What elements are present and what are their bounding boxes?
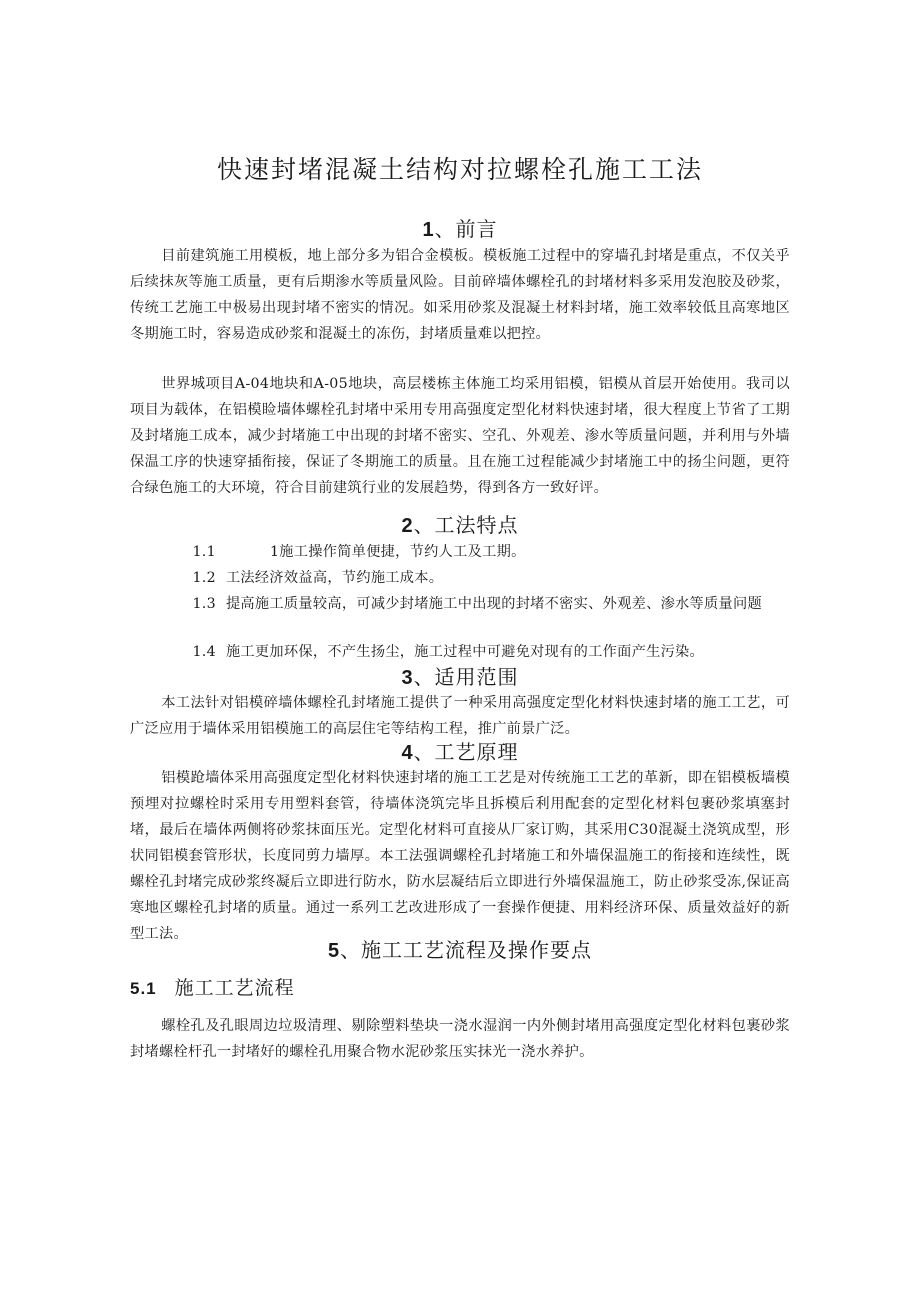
feature-item-text: 施工更加环保，不产生扬尘，施工过程中可避免对现有的工作面产生污染。	[225, 644, 705, 660]
section-number: 5	[327, 940, 341, 962]
feature-item	[130, 539, 790, 565]
subsection-number: 5.1	[130, 979, 157, 998]
section-heading-3	[0, 663, 920, 692]
section-title: 、工法特点	[413, 513, 519, 537]
feature-item-text: 提高施工质量较高，可减少封堵施工中出现的封堵不密实、外观差、渗水等质量问题	[225, 596, 762, 612]
section-title: 、前言	[434, 217, 498, 241]
section-heading-5	[0, 936, 920, 965]
feature-item-number: 1.4	[192, 644, 216, 660]
feature-item-text: 1施工操作简单便捷，节约人工及工期。	[269, 544, 526, 560]
paragraph-intro-1: 目前建筑施工用模板，地上部分多为铝合金模板。模板施工过程中的穿墙孔封堵是重点，不仅关乎后续抹灰等施工质量，更有后期渗水等质量风险。目前碎墙体螺栓孔的封堵材料多采用发泡胶及砂浆，传统工艺施工中极易出现封堵不密实的情况。如采用砂浆及混凝土材料封堵，施工效率较低且高寒地区冬期施工时，容易造成砂浆和混凝土的冻伤，封堵质量难以把控。	[130, 248, 790, 342]
document-title: 快速封堵混凝土结构对拉螺栓孔施工工法	[216, 155, 703, 184]
feature-item	[130, 591, 790, 617]
section-title: 、施工工艺流程及操作要点	[340, 938, 593, 962]
section-title: 、适用范围	[413, 665, 519, 689]
section-heading-2	[0, 511, 920, 540]
paragraph-scope: 本工法针对铝模碎墙体螺栓孔封堵施工提供了一种采用高强度定型化材料快速封堵的施工工艺，可广泛应用于墙体采用铝模施工的高层住宅等结构工程，推广前景广泛。	[130, 695, 790, 737]
section-heading-4	[0, 738, 920, 767]
feature-item-number: 1.3	[192, 596, 216, 612]
feature-item	[130, 639, 790, 665]
feature-item-number: 1.1	[192, 544, 216, 560]
subsection-heading-5-1	[130, 974, 295, 1003]
section-heading-1	[0, 215, 920, 244]
section-number: 4	[401, 742, 414, 764]
subsection-title: 施工工艺流程	[174, 977, 295, 999]
feature-item	[130, 565, 790, 591]
paragraph-principle: 铝模跄墙体采用高强度定型化材料快速封堵的施工工艺是对传统施工工艺的革新，即在铝模板墙模预埋对拉螺栓时采用专用塑料套管，待墙体浇筑完毕且拆模后利用配套的定型化材料包裹砂浆填塞封堵，最后在墙体两侧将砂浆抹面压光。定型化材料可直接从厂家订购，其采用C30混凝土浇筑成型，形状同铝模套管形状，长度同剪力墙厚。本工法强调螺栓孔封堵施工和外墙保温施工的衔接和连续性，既螺栓孔封堵完成砂浆终凝后立即进行防水，防水层凝结后立即进行外墙保温施工，防止砂浆受冻,保证高寒地区螺栓孔封堵的质量。通过一系列工艺改进形成了一套操作便捷、用料经济环保、质量效益好的新型工法。	[130, 770, 790, 942]
paragraph-process-flow: 螺栓孔及孔眼周边垃圾清理、剔除塑料垫块一浇水湿润一内外侧封堵用高强度定型化材料包裹砂浆封堵螺栓杆孔一封堵好的螺栓孔用聚合物水泥砂浆压实抹光一浇水养护。	[130, 1018, 790, 1060]
feature-item-text: 工法经济效益高，节约施工成本。	[225, 570, 444, 586]
section-number: 3	[401, 667, 414, 689]
paragraph-intro-2: 世界城项目A-04地块和A-05地块，高层楼栋主体施工均采用铝模，铝模从首层开始使用。我司以项目为载体，在铝模睑墙体螺栓孔封堵中采用专用高强度定型化材料快速封堵，很大程度上节省了工期及封堵施工成本，减少封堵施工中出现的封堵不密实、空孔、外观差、渗水等质量问题，并利用与外墙保温工序的快速穿插衔接，保证了冬期施工的质量。且在施工过程能减少封堵施工中的扬尘问题，更符合绿色施工的大环境，符合目前建筑行业的发展趋势，得到各方一致好评。	[130, 376, 790, 496]
feature-item-number: 1.2	[192, 570, 216, 586]
section-number: 1	[422, 219, 435, 241]
section-title: 、工艺原理	[413, 740, 519, 764]
section-number: 2	[401, 515, 414, 537]
